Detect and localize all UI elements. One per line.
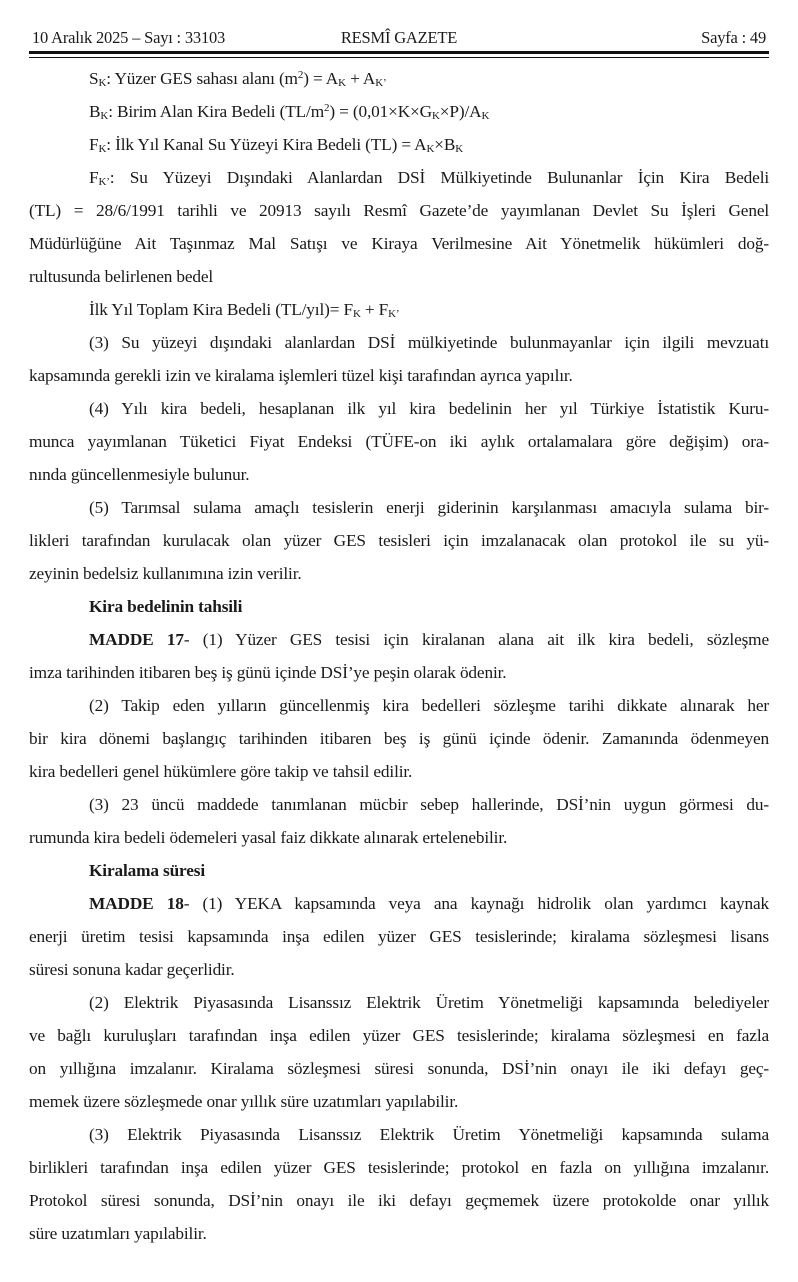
text-line: rultusunda belirlenen bedel xyxy=(29,267,214,286)
text-line: (4) Yılı kira bedeli, hesaplanan ilk yıl kira bedelinin her yıl Türkiye İstatistik Kuru- xyxy=(89,399,769,418)
text-line: memek üzere sözleşmede onar yıllık süre uzatımları yapılabilir. xyxy=(29,1092,459,1111)
text-line: Protokol süresi sonunda, DSİ’nin onayı ile iki defayı geçmemek üzere protokolde onar yıllık xyxy=(29,1191,769,1210)
text-line: bir kira dönemi başlangıç tarihinden itibaren beş iş günü içinde ödenir. Zamanında ödenmeyen xyxy=(29,729,769,748)
article-17-paragraph-3 xyxy=(29,788,769,854)
text-line: likleri tarafından kurulacak olan yüzer GES tesisleri için imzalanacak olan protokol ile su yü- xyxy=(29,531,769,550)
section-heading-18: Kiralama süresi xyxy=(89,861,205,880)
formula-total: İlk Yıl Toplam Kira Bedeli (TL/yıl)= $F_K + F_{K’}$ xyxy=(89,300,400,320)
article-17-paragraph-1 xyxy=(29,623,769,689)
header-page-number: Sayfa : 49 xyxy=(701,28,766,47)
paragraph-4 xyxy=(29,392,769,491)
formula-sk: $S_K$: Yüzer GES sahası alanı $(m^2) = A_K + A_{K’}$ xyxy=(89,69,387,89)
text-line: (3) Su yüzeyi dışındaki alanlardan DSİ mülkiyetinde bulunmayanlar için ilgili mevzuatı xyxy=(89,333,769,352)
text-line: rumunda kira bedeli ödemeleri yasal faiz dikkate alınarak ertelenebilir. xyxy=(29,828,508,847)
text-line: MADDE 18- (1) YEKA kapsamında veya ana kaynağı hidrolik olan yardımcı kaynak xyxy=(89,894,769,913)
text-line: kira bedelleri genel hükümlere göre takip ve tahsil edilir. xyxy=(29,762,413,781)
article-18-paragraph-1 xyxy=(29,887,769,986)
text-line: munca yayımlanan Tüketici Fiyat Endeksi (TÜFE-on iki aylık ortalamalara göre değişim) ora- xyxy=(29,432,769,451)
section-heading-17: Kira bedelinin tahsili xyxy=(89,597,243,616)
text-line: enerji üretim tesisi kapsamında inşa edilen yüzer GES tesislerinde; kiralama sözleşmesi lisans xyxy=(29,927,769,946)
text-line: ve bağlı kuruluşları tarafından inşa edilen yüzer GES tesislerinde; kiralama sözleşmesi en fazla xyxy=(29,1026,769,1045)
text-line: nında güncellenmesiyle bulunur. xyxy=(29,465,250,484)
text-line: (TL) = 28/6/1991 tarihli ve 20913 sayılı Resmî Gazete’de yayımlanan Devlet Su İşleri Genel xyxy=(29,201,769,220)
article-label: MADDE 18 xyxy=(89,894,184,913)
text-line: $F_{K’}$: Su Yüzeyi Dışındaki Alanlardan DSİ Mülkiyetinde Bulunanlar İçin Kira Bedeli xyxy=(89,168,769,188)
article-17-paragraph-2 xyxy=(29,689,769,788)
text-line: Müdürlüğüne Ait Taşınmaz Mal Satışı ve Kiraya Verilmesine Ait Yönetmelik hükümleri doğ- xyxy=(29,234,769,253)
text-line: on yıllığına imzalanır. Kiralama sözleşmesi süresi sonunda, DSİ’nin onayı ile iki defayı geç- xyxy=(29,1059,769,1078)
header-rule-thin xyxy=(29,57,769,58)
text-line: zeyinin bedelsiz kullanımına izin verilir. xyxy=(29,564,302,583)
text-line: kapsamında gerekli izin ve kiralama işlemleri tüzel kişi tarafından ayrıca yapılır. xyxy=(29,366,573,385)
text-line: süresi sonuna kadar geçerlidir. xyxy=(29,960,235,979)
article-18-paragraph-2 xyxy=(29,986,769,1118)
text-line: (5) Tarımsal sulama amaçlı tesislerin enerji giderinin karşılanması amacıyla sulama bir- xyxy=(89,498,769,517)
article-18-paragraph-3 xyxy=(29,1118,769,1250)
header-rule-thick xyxy=(29,51,769,54)
text-line: (3) Elektrik Piyasasında Lisanssız Elektrik Üretim Yönetmeliği kapsamında sulama xyxy=(89,1125,769,1144)
paragraph-3 xyxy=(29,326,769,392)
formula-bk: $B_K$: Birim Alan Kira Bedeli $(TL/m^2) = (0,01\times K\times G_K\times P)/A_K$ xyxy=(89,102,490,122)
document-body xyxy=(29,62,769,1250)
text-line: (2) Takip eden yılların güncellenmiş kira bedelleri sözleşme tarihi dikkate alınarak her xyxy=(89,696,769,715)
paragraph-5 xyxy=(29,491,769,590)
text-line: MADDE 17- (1) Yüzer GES tesisi için kiralanan alana ait ilk kira bedeli, sözleşme xyxy=(89,630,769,649)
formula-fk-prime xyxy=(29,161,769,293)
text-line: (2) Elektrik Piyasasında Lisanssız Elektrik Üretim Yönetmeliği kapsamında belediyeler xyxy=(89,993,769,1012)
formula-fk: $F_K$: İlk Yıl Kanal Su Yüzeyi Kira Bedeli $(TL) = A_K\times B_K$ xyxy=(89,135,464,155)
header-title: RESMÎ GAZETE xyxy=(340,28,458,47)
text-line: süre uzatımları yapılabilir. xyxy=(29,1224,207,1243)
text-line: birlikleri tarafından inşa edilen yüzer GES tesislerinde; protokol en fazla on yıllığına imzalanır. xyxy=(29,1158,769,1177)
article-label: MADDE 17 xyxy=(89,630,184,649)
header-date-issue: 10 Aralık 2025 – Sayı : 33103 xyxy=(32,28,226,47)
text-line: imza tarihinden itibaren beş iş günü içinde DSİ’ye peşin olarak ödenir. xyxy=(29,663,507,682)
text-line: (3) 23 üncü maddede tanımlanan mücbir sebep hallerinde, DSİ’nin uygun görmesi du- xyxy=(89,795,769,814)
